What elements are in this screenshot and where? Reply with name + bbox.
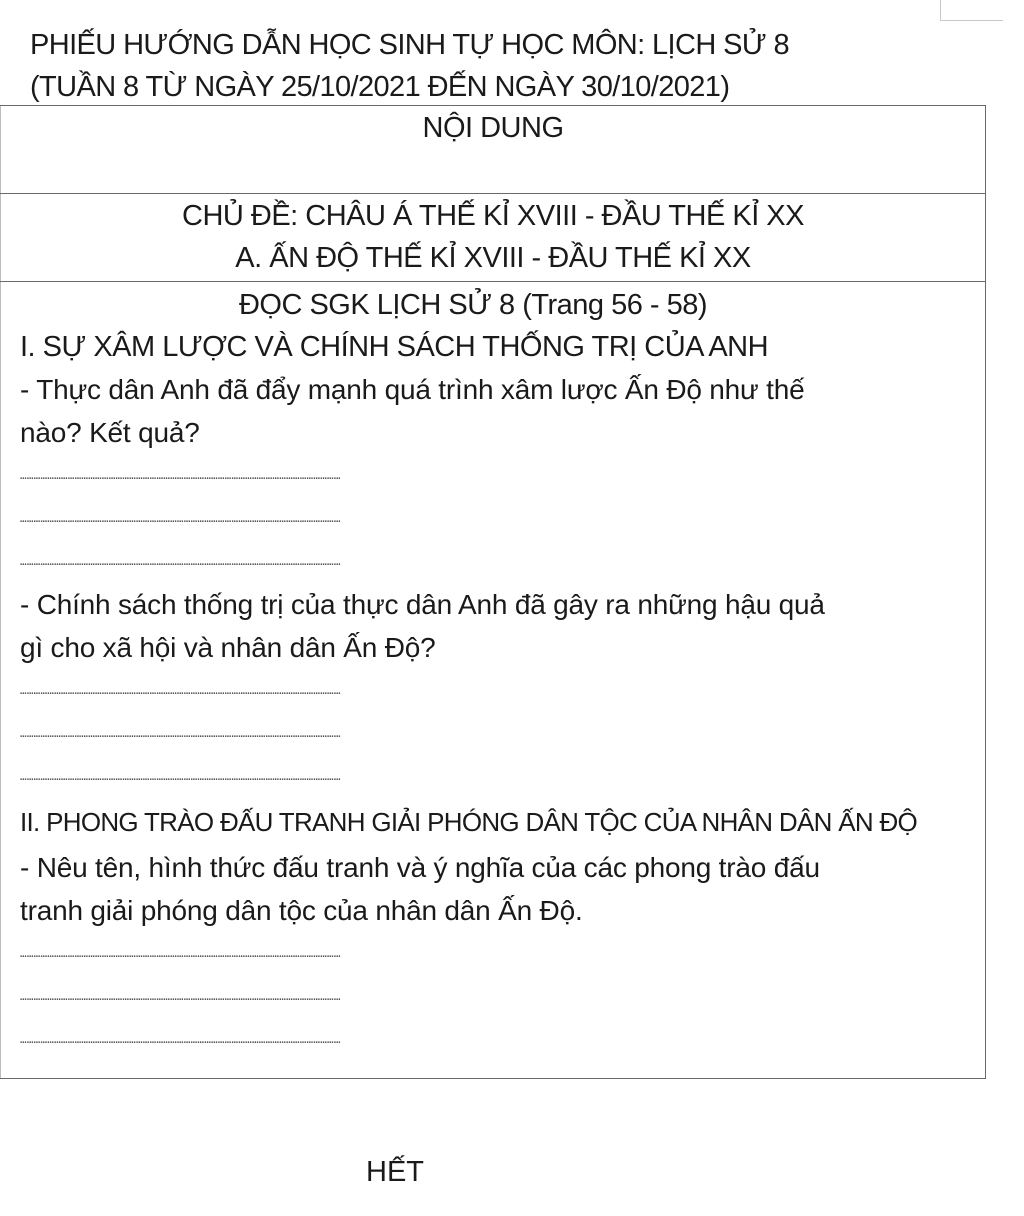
reading-instruction: ĐỌC SGK LỊCH SỬ 8 (Trang 56 - 58) [238, 289, 708, 321]
answer-line[interactable]: …………………………………………………………………………………………………………………………… [20, 770, 341, 783]
topic-title: CHỦ ĐỀ: CHÂU Á THẾ KỈ XVIII - ĐẦU THẾ KỈ XX [182, 200, 804, 232]
question-3-line-2: tranh giải phóng dân tộc của nhân dân Ấn Độ. [20, 895, 583, 926]
answer-line[interactable]: …………………………………………………………………………………………………………………………… [20, 947, 341, 960]
table-header-row [0, 106, 986, 194]
question-1-line-2: nào? Kết quả? [20, 417, 200, 448]
lesson-title: A. ẤN ĐỘ THẾ KỈ XVIII - ĐẦU THẾ KỈ XX [235, 242, 751, 274]
answer-line[interactable]: …………………………………………………………………………………………………………………………… [20, 1033, 341, 1046]
question-3-line-1: - Nêu tên, hình thức đấu tranh và ý nghĩa của các phong trào đấu [20, 852, 820, 883]
question-2-line-2: gì cho xã hội và nhân dân Ấn Độ? [20, 632, 436, 663]
question-1-line-1: - Thực dân Anh đã đẩy mạnh quá trình xâm lược Ấn Độ như thế [20, 374, 805, 405]
table-heading: NỘI DUNG [422, 112, 564, 144]
topic-row [0, 194, 986, 282]
worksheet-header [30, 24, 930, 108]
answer-line[interactable]: …………………………………………………………………………………………………………………………… [20, 512, 341, 525]
worksheet-title: PHIẾU HƯỚNG DẪN HỌC SINH TỰ HỌC MÔN: LỊCH SỬ 8 [30, 29, 790, 61]
page-corner-mark [940, 0, 1003, 21]
section-heading-1: I. SỰ XÂM LƯỢC VÀ CHÍNH SÁCH THỐNG TRỊ CỦA ANH [20, 331, 769, 363]
end-marker: HẾT [366, 1156, 424, 1188]
answer-line[interactable]: …………………………………………………………………………………………………………………………… [20, 727, 341, 740]
answer-line[interactable]: …………………………………………………………………………………………………………………………… [20, 469, 341, 482]
question-2-line-1: - Chính sách thống trị của thực dân Anh đã gây ra những hậu quả [20, 589, 825, 620]
section-heading-2: II. PHONG TRÀO ĐẤU TRANH GIẢI PHÓNG DÂN TỘC CỦA NHÂN DÂN ẤN ĐỘ [20, 807, 918, 837]
worksheet-week-dates: (TUẦN 8 TỪ NGÀY 25/10/2021 ĐẾN NGÀY 30/10/2021) [30, 71, 730, 103]
answer-line[interactable]: …………………………………………………………………………………………………………………………… [20, 684, 341, 697]
questions-content [20, 284, 980, 1061]
content-table [0, 105, 986, 1079]
answer-line[interactable]: …………………………………………………………………………………………………………………………… [20, 990, 341, 1003]
answer-line[interactable]: …………………………………………………………………………………………………………………………… [20, 555, 341, 568]
